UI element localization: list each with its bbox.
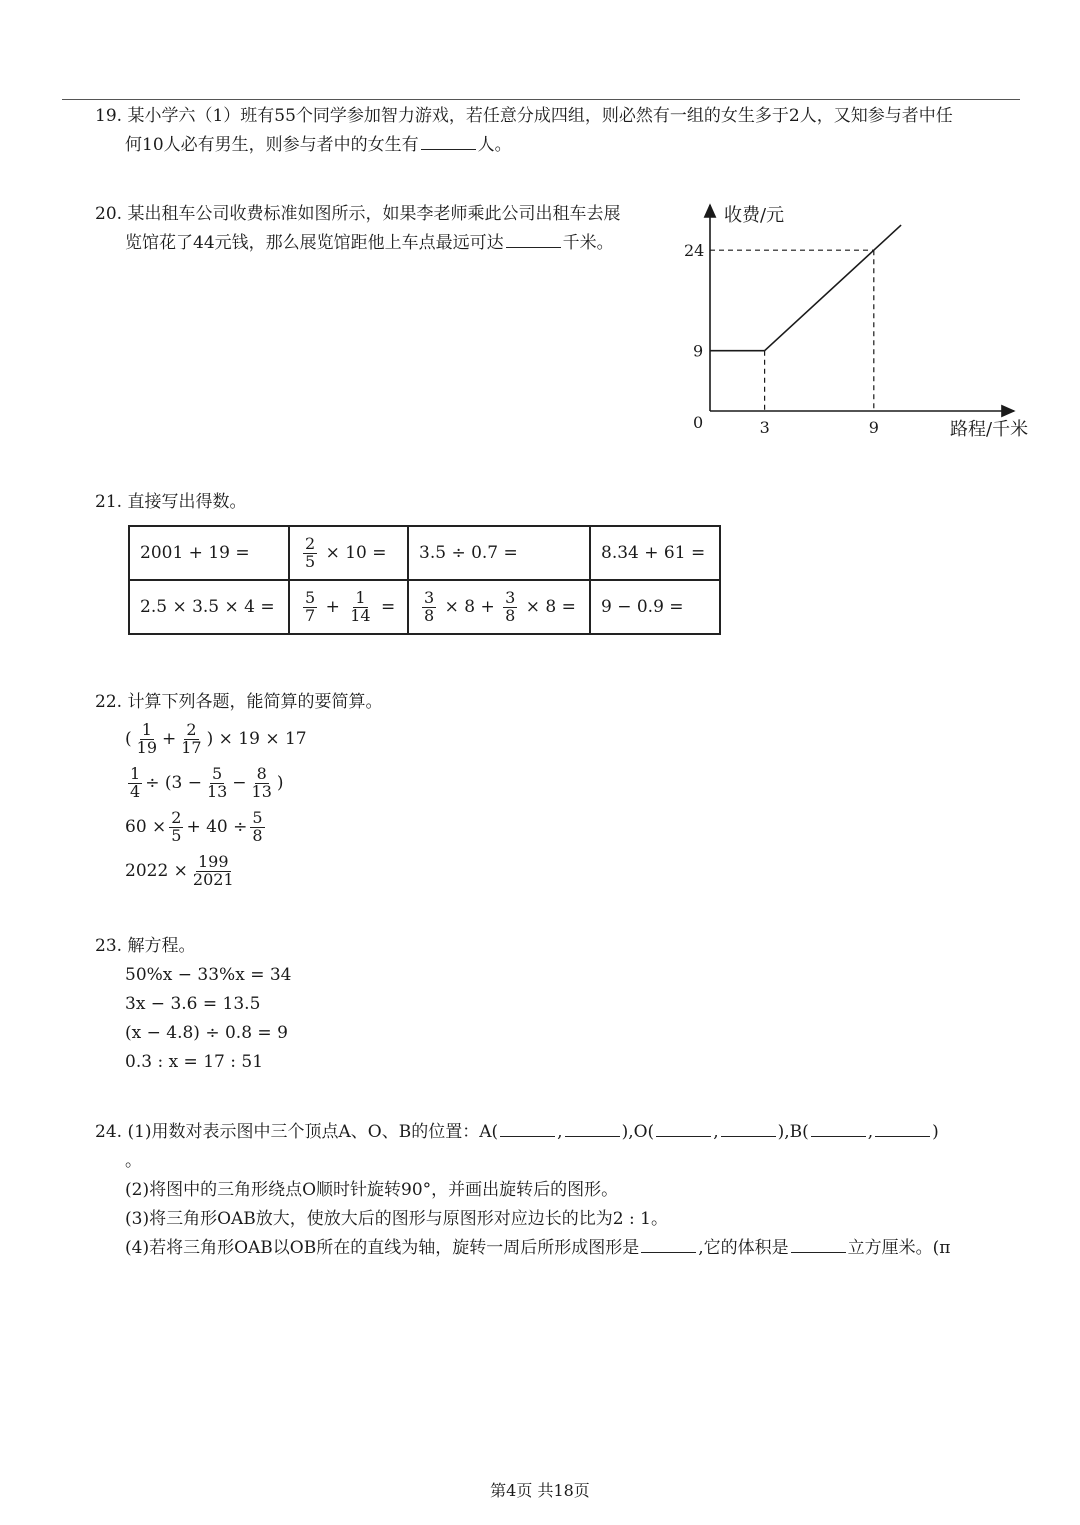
fraction-denominator: 8 xyxy=(505,605,516,625)
cell-text: + xyxy=(325,596,340,617)
q22-expression-3 xyxy=(95,805,382,849)
q24-text: 24. (1)用数对表示图中三个顶点A、O、B的位置： xyxy=(95,1122,480,1142)
fraction-numerator: 8 xyxy=(256,763,267,783)
q24-text: ), xyxy=(621,1122,634,1142)
coord-a-y-blank[interactable] xyxy=(565,1122,620,1137)
y-tick-label: 9 xyxy=(693,341,704,361)
fraction-denominator: 14 xyxy=(350,605,371,625)
table-cell: 3.5 ÷ 0.7 = xyxy=(408,526,590,580)
x-tick-label: 9 xyxy=(868,418,879,437)
fraction xyxy=(169,807,183,845)
fraction-numerator: 5 xyxy=(305,587,316,607)
fraction-numerator: 2 xyxy=(186,719,197,739)
expr-text: ÷ (3 − xyxy=(145,773,202,793)
fraction-numerator: 3 xyxy=(424,587,435,607)
header-rule xyxy=(62,99,1020,100)
q22-expression-1 xyxy=(95,717,382,761)
q24-text: 立方厘米。(π xyxy=(847,1238,951,1258)
coord-label-b: B( xyxy=(789,1122,809,1142)
q24-text: , xyxy=(867,1122,874,1142)
q24-volume-blank[interactable] xyxy=(791,1238,846,1253)
expr-text: ) × 19 × 17 xyxy=(206,729,307,749)
fraction xyxy=(303,587,317,625)
fraction-denominator: 5 xyxy=(171,825,182,845)
q19-answer-blank[interactable] xyxy=(421,135,476,150)
table-cell: 2001 + 19 = xyxy=(129,526,289,580)
question-24 xyxy=(95,1118,950,1263)
table-cell: 2.5 × 3.5 × 4 = xyxy=(129,580,289,634)
fraction xyxy=(250,763,274,801)
expr-text: + xyxy=(162,729,177,749)
fraction-numerator: 3 xyxy=(505,587,516,607)
q19-line1: 19. 某小学六（1）班有55个同学参加智力游戏，若任意分成四组，则必然有一组的女生多于2人，又知参与者中任 xyxy=(95,106,953,126)
question-21 xyxy=(95,488,721,635)
fraction-denominator: 8 xyxy=(252,825,263,845)
table-cell xyxy=(289,526,408,580)
table-row xyxy=(129,580,720,634)
table-cell: 8.34 + 61 = xyxy=(590,526,720,580)
table-cell xyxy=(289,580,408,634)
q24-text: , xyxy=(557,1122,563,1142)
fare-chart xyxy=(680,195,1050,455)
expr-text: ) xyxy=(276,773,284,793)
q24-shape-blank[interactable] xyxy=(641,1238,696,1253)
q20-line1: 20. 某出租车公司收费标准如图所示，如果李老师乘此公司出租车去展 xyxy=(95,204,621,224)
series-segment xyxy=(765,250,874,351)
expr-text: + 40 ÷ xyxy=(186,817,248,837)
expr-text: − xyxy=(232,773,247,793)
fraction-denominator: 5 xyxy=(305,551,316,571)
q21-title: 21. 直接写出得数。 xyxy=(95,492,247,512)
q23-equation-4: 0.3 : x = 17 : 51 xyxy=(125,1052,264,1072)
q23-title: 23. 解方程。 xyxy=(95,936,196,956)
q24-line1b: 。 xyxy=(125,1151,142,1171)
q19-line2-text: 何10人必有男生，则参与者中的女生有 xyxy=(125,135,419,155)
q20-line2 xyxy=(95,229,620,258)
cell-text: = xyxy=(381,596,396,617)
coord-label-o: O( xyxy=(633,1122,655,1142)
fraction-numerator: 1 xyxy=(130,763,141,783)
fraction-denominator: 13 xyxy=(251,781,272,801)
q19-line2 xyxy=(95,131,953,160)
expr-text: 2022 × xyxy=(125,861,188,881)
fraction-numerator: 5 xyxy=(252,807,263,827)
cell-text: × 8 + xyxy=(444,596,495,617)
coord-a-x-blank[interactable] xyxy=(500,1122,555,1137)
fraction xyxy=(250,807,264,845)
fraction xyxy=(303,533,317,571)
fraction-numerator: 2 xyxy=(305,533,316,553)
fraction-denominator: 2021 xyxy=(192,869,234,889)
q20-answer-blank[interactable] xyxy=(506,233,561,248)
expr-text: ( xyxy=(125,729,132,749)
fraction-denominator: 17 xyxy=(181,737,202,757)
q24-text: ,它的体积是 xyxy=(698,1238,789,1258)
coord-o-x-blank[interactable] xyxy=(656,1122,711,1137)
q24-text: , xyxy=(713,1122,719,1142)
question-23 xyxy=(95,932,291,1077)
question-19 xyxy=(95,102,953,160)
q22-expression-4 xyxy=(95,849,382,893)
q22-title: 22. 计算下列各题，能简算的要简算。 xyxy=(95,692,383,712)
series-segment xyxy=(874,225,901,250)
coord-label-a: A( xyxy=(479,1122,499,1142)
table-row xyxy=(129,526,720,580)
fraction xyxy=(135,719,159,757)
fraction xyxy=(128,763,142,801)
coord-b-x-blank[interactable] xyxy=(811,1122,866,1137)
x-tick-label: 3 xyxy=(759,418,770,437)
fraction-numerator: 1 xyxy=(141,719,152,739)
q24-text: ), xyxy=(777,1122,790,1142)
coord-o-y-blank[interactable] xyxy=(721,1122,776,1137)
quick-calc-table xyxy=(128,525,721,635)
q24-line4 xyxy=(95,1234,950,1263)
fraction-denominator: 13 xyxy=(206,781,228,801)
x-axis-label: 路程/千米 xyxy=(950,419,1029,440)
fraction-denominator: 4 xyxy=(130,781,141,801)
fraction-numerator: 5 xyxy=(212,763,223,783)
question-20 xyxy=(95,200,620,258)
coord-b-y-blank[interactable] xyxy=(875,1122,930,1137)
q24-line3: (3)将三角形OAB放大，使放大后的图形与原图形对应边长的比为2 : 1。 xyxy=(125,1209,668,1229)
expr-text: 60 × xyxy=(125,817,167,837)
fraction xyxy=(422,587,436,625)
q23-equation-2: 3x − 3.6 = 13.5 xyxy=(125,994,261,1014)
table-cell: 9 − 0.9 = xyxy=(590,580,720,634)
page-footer: 第4页 共18页 xyxy=(490,1481,590,1500)
fraction-numerator: 199 xyxy=(198,851,229,871)
q24-line2: (2)将图中的三角形绕点O顺时针旋转90°，并画出旋转后的图形。 xyxy=(125,1180,619,1200)
fraction xyxy=(179,719,203,757)
q22-expression-2 xyxy=(95,761,382,805)
fraction xyxy=(191,851,236,889)
y-tick-label: 24 xyxy=(684,241,705,261)
fraction-numerator: 2 xyxy=(171,807,182,827)
q20-line2-text: 览馆花了44元钱，那么展览馆距他上车点最远可达 xyxy=(125,233,504,253)
cell-text: × 10 = xyxy=(325,542,387,563)
fraction xyxy=(348,587,372,625)
q24-text: (4)若将三角形OAB以OB所在的直线为轴，旋转一周后所形成图形是 xyxy=(125,1238,640,1258)
fraction xyxy=(205,763,229,801)
q19-line2-tail: 人。 xyxy=(477,135,512,155)
q24-line1 xyxy=(95,1118,950,1147)
origin-label: 0 xyxy=(693,413,704,432)
fraction xyxy=(503,587,517,625)
q23-equation-3: (x − 4.8) ÷ 0.8 = 9 xyxy=(125,1023,288,1043)
fraction-numerator: 1 xyxy=(355,587,366,607)
cell-text: × 8 = xyxy=(525,596,576,617)
table-cell xyxy=(408,580,590,634)
y-axis-label: 收费/元 xyxy=(724,205,785,226)
fraction-denominator: 7 xyxy=(305,605,316,625)
q24-text: ) xyxy=(932,1122,939,1142)
fraction-denominator: 8 xyxy=(424,605,435,625)
q20-line2-tail: 千米。 xyxy=(562,233,614,253)
question-22 xyxy=(95,688,382,893)
fraction-denominator: 19 xyxy=(136,737,157,757)
q23-equation-1: 50%x − 33%x = 34 xyxy=(125,965,292,985)
